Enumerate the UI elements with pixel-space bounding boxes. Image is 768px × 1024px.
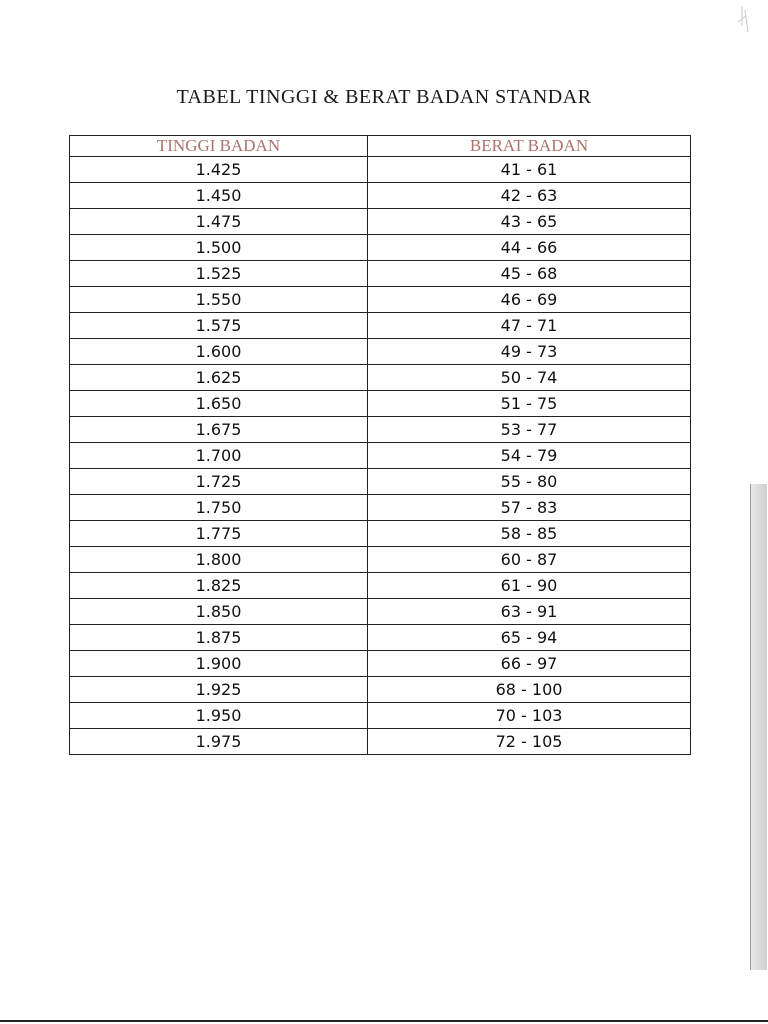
cell-weight: 66 - 97 xyxy=(368,651,691,677)
cell-height: 1.775 xyxy=(70,521,368,547)
scan-edge-shadow xyxy=(750,484,767,970)
table-row xyxy=(70,183,691,209)
cell-weight: 53 - 77 xyxy=(368,417,691,443)
table-row xyxy=(70,573,691,599)
cell-height: 1.450 xyxy=(70,183,368,209)
cell-weight: 61 - 90 xyxy=(368,573,691,599)
table-row xyxy=(70,625,691,651)
table-row xyxy=(70,235,691,261)
cell-height: 1.675 xyxy=(70,417,368,443)
column-header-height: TINGGI BADAN xyxy=(70,136,368,157)
cell-weight: 47 - 71 xyxy=(368,313,691,339)
table-row xyxy=(70,547,691,573)
table-row xyxy=(70,157,691,183)
cell-weight: 63 - 91 xyxy=(368,599,691,625)
table-header-row xyxy=(70,136,691,157)
table-row xyxy=(70,365,691,391)
cell-height: 1.425 xyxy=(70,157,368,183)
cell-height: 1.750 xyxy=(70,495,368,521)
scan-corner-mark xyxy=(726,2,752,40)
cell-height: 1.600 xyxy=(70,339,368,365)
cell-height: 1.925 xyxy=(70,677,368,703)
cell-weight: 72 - 105 xyxy=(368,729,691,755)
table-row xyxy=(70,339,691,365)
cell-weight: 57 - 83 xyxy=(368,495,691,521)
cell-weight: 54 - 79 xyxy=(368,443,691,469)
table-row xyxy=(70,677,691,703)
table-row xyxy=(70,287,691,313)
cell-height: 1.900 xyxy=(70,651,368,677)
table-row xyxy=(70,261,691,287)
table-row xyxy=(70,209,691,235)
table-row xyxy=(70,521,691,547)
cell-weight: 51 - 75 xyxy=(368,391,691,417)
height-weight-table xyxy=(69,135,691,755)
cell-weight: 42 - 63 xyxy=(368,183,691,209)
cell-height: 1.975 xyxy=(70,729,368,755)
column-header-weight: BERAT BADAN xyxy=(368,136,691,157)
cell-height: 1.875 xyxy=(70,625,368,651)
cell-weight: 60 - 87 xyxy=(368,547,691,573)
cell-height: 1.500 xyxy=(70,235,368,261)
cell-height: 1.950 xyxy=(70,703,368,729)
cell-height: 1.525 xyxy=(70,261,368,287)
cell-weight: 68 - 100 xyxy=(368,677,691,703)
table-row xyxy=(70,495,691,521)
table-row xyxy=(70,417,691,443)
cell-height: 1.850 xyxy=(70,599,368,625)
cell-height: 1.825 xyxy=(70,573,368,599)
table-row xyxy=(70,443,691,469)
cell-weight: 65 - 94 xyxy=(368,625,691,651)
table-row xyxy=(70,313,691,339)
cell-height: 1.700 xyxy=(70,443,368,469)
cell-height: 1.475 xyxy=(70,209,368,235)
page-title: TABEL TINGGI & BERAT BADAN STANDAR xyxy=(176,86,592,108)
table-row xyxy=(70,729,691,755)
cell-weight: 49 - 73 xyxy=(368,339,691,365)
table-row xyxy=(70,391,691,417)
cell-height: 1.800 xyxy=(70,547,368,573)
cell-weight: 44 - 66 xyxy=(368,235,691,261)
cell-height: 1.575 xyxy=(70,313,368,339)
table-row xyxy=(70,599,691,625)
table-row xyxy=(70,703,691,729)
cell-height: 1.625 xyxy=(70,365,368,391)
cell-weight: 43 - 65 xyxy=(368,209,691,235)
table-row xyxy=(70,469,691,495)
scan-bottom-edge xyxy=(0,1020,768,1022)
cell-height: 1.650 xyxy=(70,391,368,417)
cell-weight: 45 - 68 xyxy=(368,261,691,287)
cell-height: 1.550 xyxy=(70,287,368,313)
scan-mark-graphic xyxy=(726,2,752,40)
cell-weight: 55 - 80 xyxy=(368,469,691,495)
cell-height: 1.725 xyxy=(70,469,368,495)
table-body xyxy=(70,157,691,755)
cell-weight: 50 - 74 xyxy=(368,365,691,391)
cell-weight: 70 - 103 xyxy=(368,703,691,729)
cell-weight: 58 - 85 xyxy=(368,521,691,547)
cell-weight: 41 - 61 xyxy=(368,157,691,183)
cell-weight: 46 - 69 xyxy=(368,287,691,313)
table-row xyxy=(70,651,691,677)
